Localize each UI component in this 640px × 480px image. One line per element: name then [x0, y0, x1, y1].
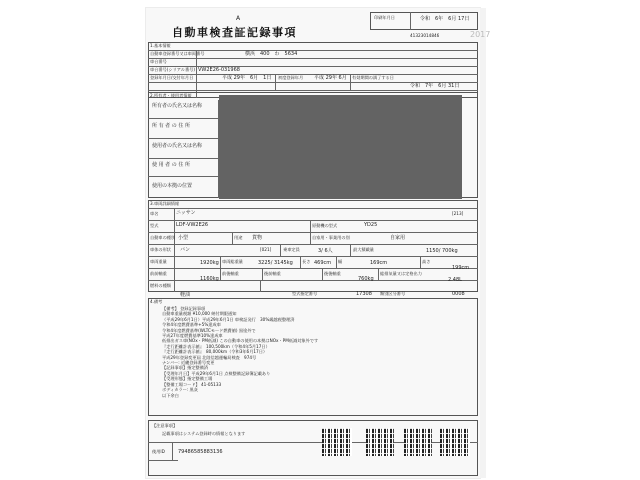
max-load-label: 最大積載量 [353, 247, 374, 252]
class-number: 0008 [452, 291, 465, 297]
capacity-label: 乗車定員 [283, 247, 300, 252]
vehicle-use: 貨物 [252, 235, 263, 241]
private-business: 自家用 [390, 235, 406, 241]
registration-date: 平成 29年 6月 1日 [222, 75, 272, 81]
remarks-list [162, 306, 318, 398]
gvw-label: 車両総重量 [222, 259, 243, 264]
weight-label: 車両重量 [150, 259, 167, 264]
qr-code-1 [322, 428, 352, 456]
chassis-serial-label: 車台番号(シリアル番号) [150, 67, 195, 72]
displacement-label: 総排気量又は定格出力 [380, 271, 422, 276]
id-label: 使用ID [152, 449, 165, 454]
engine-model: YD25 [364, 222, 378, 228]
model: LDF-VW2E26 [176, 222, 209, 228]
id-value: 79486585883136 [178, 449, 223, 455]
gross-vehicle-weight: 3225/ 3145kg [258, 260, 293, 266]
fuel-label: 燃料の種類 [150, 283, 171, 288]
maker-label: 車名 [150, 211, 159, 216]
axle-rear-rear: 760kg [358, 276, 374, 282]
first-registration-label: 初度登録年月 [278, 75, 304, 80]
document-number: 41323014846 [410, 33, 440, 38]
remark-line: 『走行距離計表示値』 80,000km（令和3年6月17日） [162, 349, 268, 355]
issue-date-label: 印刷年月日 [374, 15, 395, 20]
remark-line: 【受理年月日】平成29年6月1日 点検整備記録簿記載あり [162, 370, 271, 376]
class-label: 自動車の種別 [150, 235, 176, 240]
private-label: 自家用・事業用の別 [312, 235, 350, 240]
length: 469cm [314, 260, 332, 266]
remark-line: 【整備工場コード】 41-05133 [162, 381, 222, 387]
expiry-date: 令和 7年 6月 31日 [410, 83, 460, 89]
remark-line: 令和4年度燃費基準(WLTCモード燃費値) 黒塗外で [162, 327, 256, 333]
remark-line: ボディカラー: 黒灰 [162, 387, 198, 393]
remark-line: 低排出ガス車(NOx・PM低減) この自動車の使用の本拠はNOx・PM低減対象外です [162, 338, 319, 344]
registration-date-label: 登録年月日/交付年月日 [150, 75, 194, 80]
user-name-label: 使用者の氏名又は名称 [152, 143, 203, 149]
base-location-label: 使用の本拠の位置 [152, 183, 193, 189]
shape-code: [021] [260, 247, 272, 252]
fuel-type: 軽油 [180, 292, 191, 298]
remark-line: （平成29年6月1日）平成29年6月1日 車検証発行 30%繰越税整理済 [162, 316, 295, 322]
maker: ニッサン [176, 210, 196, 216]
plate-label: 自動車登録番号又は車両番号 [150, 51, 205, 56]
section3-label: 3.車両詳細情報 [150, 201, 180, 206]
qr-code-4 [440, 428, 470, 456]
vehicle-class: 小型 [178, 235, 189, 241]
length-label: 長さ [302, 259, 311, 264]
height-label: 高さ [422, 259, 431, 264]
axle-front: 1160kg [200, 276, 219, 282]
document-edge [480, 8, 486, 478]
remark-line: 【受理形態】指定整備工場 [162, 376, 213, 382]
displacement: 2.48L [448, 277, 462, 283]
remark-line: 自動車重量税額 ¥10,000 納付期限通知 [162, 311, 237, 317]
expiry-label: 有効期間の満了する日 [352, 75, 394, 80]
section4-label: 4.備考 [150, 299, 163, 304]
notice-label: 【注意事項】 [152, 423, 178, 428]
qr-code-3 [404, 428, 432, 456]
first-registration: 平成 29年 6月 [314, 75, 347, 81]
body-shape: バン [180, 247, 191, 253]
model-number: 17308 [356, 291, 372, 297]
issue-date: 令和 6年 6月 17日 [420, 16, 470, 22]
axle-rear-front-label: 後前軸重 [264, 271, 281, 276]
owner-address-label: 所 有 者 の 住 所 [152, 123, 190, 129]
shape-label: 車体の形状 [150, 247, 171, 252]
notice-text: 記載事項はシステム登録時の情報となります [162, 431, 246, 436]
use-label: 用途 [234, 235, 243, 240]
chassis-number: VW2E26-031968 [198, 67, 240, 73]
width: 169cm [370, 260, 388, 266]
axle-mid-front-label: 前後軸重 [222, 271, 239, 276]
remark-line: 『走行距離計表示値』 100,500km（令和4年5月17日） [162, 343, 270, 349]
owner-name-label: 所有者の氏名又は名称 [152, 103, 203, 109]
class-number-label: 類別区分番号 [380, 291, 406, 296]
maker-code: [213] [452, 211, 464, 216]
width-label: 幅 [338, 259, 343, 264]
max-load: 1150/ 700kg [426, 248, 458, 254]
remark-line: 平成27年度燃費基準10%達成車 [162, 333, 223, 339]
remark-line: 令和4年度燃費基準+5%達成車 [162, 322, 221, 328]
remark-line: ナンバー: 近畿登録番号変更 [162, 360, 215, 366]
user-address-label: 使 用 者 の 住 所 [152, 162, 190, 168]
corner-mark: A [236, 15, 241, 22]
axle-rear-rear-label: 後後軸重 [324, 271, 341, 276]
model-label: 型式 [150, 223, 159, 228]
section2-label: 2.所有者・使用者情報 [150, 93, 192, 98]
plate-number: 横浜 400 わ 5634 [245, 51, 298, 57]
axle-front-label: 前前軸重 [150, 271, 167, 276]
redacted-owner-info [219, 95, 462, 199]
section1-label: 1.基本情報 [150, 43, 171, 48]
height: 199cm [452, 265, 470, 271]
model-number-label: 型式指定番号 [292, 291, 318, 296]
vehicle-weight: 1920kg [200, 260, 219, 266]
qr-code-2 [366, 428, 394, 456]
remark-line: 【記録事項】指定整備済 [162, 365, 209, 371]
document-title: 自動車検査証記録事項 [172, 26, 297, 39]
capacity: 3/ 6人 [318, 248, 333, 254]
remark-line: 平成29年登録変更届 北陸信越運輸局検査 974号 [162, 354, 257, 360]
handwritten-mark: 2017 [470, 30, 491, 39]
remark-line: 【備考】 登録記録事項 [162, 306, 206, 311]
remark-line: 以下余白 [162, 392, 179, 398]
engine-label: 原動機の型式 [312, 223, 338, 228]
vehicle-details-section [148, 200, 478, 292]
chassis-label: 車台番号 [150, 59, 167, 64]
